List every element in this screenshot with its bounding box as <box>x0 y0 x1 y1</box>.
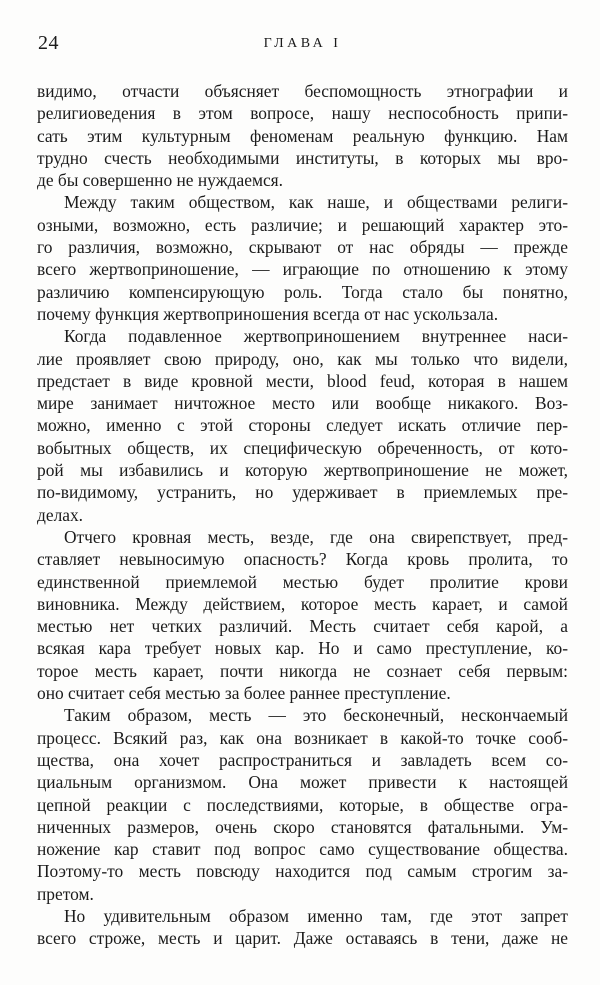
text-line: всего строже, месть и царит. Даже оставаясь в тени, даже не <box>37 928 568 949</box>
text-line: щества, она хочет распространиться и завладеть всем со- <box>37 749 568 770</box>
text-line: видимо, отчасти объясняет беспомощность этнографии и <box>37 81 568 101</box>
text-line: ниченных размеров, очень скоро становятся фатальными. Ум- <box>37 816 568 837</box>
paragraph <box>37 80 568 191</box>
text-line: Но удивительным образом именно там, где этот запрет <box>64 905 568 926</box>
text-line: всего жертвоприношение, — играющие по отношению к этому <box>37 259 568 280</box>
text-line: Отчего кровная месть, везде, где она свирепствует, пред- <box>64 526 568 547</box>
text-line: Когда подавленное жертвоприношением внутреннее наси- <box>64 326 568 347</box>
text-block <box>37 80 568 950</box>
text-line: ставляет невыносимую опасность? Когда кровь пролита, то <box>37 549 568 570</box>
text-line: виновника. Между действием, которое месть карает, и самой <box>37 593 568 614</box>
text-line: де бы совершенно не нуждаемся. <box>37 170 284 191</box>
paragraph <box>37 526 568 704</box>
text-line: по-видимому, устранить, но удерживает в приемлемых пре- <box>37 482 568 503</box>
text-line: озными, возможно, есть различие; и решающий характер это- <box>37 214 568 235</box>
text-line: ножение кар ставит под вопрос само существование общества. <box>37 839 568 860</box>
text-line: рой мы избавились и которую жертвоприношение не может, <box>37 460 568 481</box>
text-line: делах. <box>37 504 84 525</box>
text-line: почему функция жертвоприношения всегда от нас ускользала. <box>37 303 499 324</box>
text-line: вобытных обществ, их специфическую обреченность, от кото- <box>37 437 568 458</box>
text-line: местью нет четких различий. Месть считает себя карой, а <box>37 616 568 637</box>
paragraph <box>37 905 568 950</box>
text-line: цепной реакции с последствиями, которые, в обществе огра- <box>37 794 568 815</box>
text-line: трудно счесть необходимыми институты, в которых мы вро- <box>37 147 568 168</box>
paragraph <box>37 704 568 905</box>
text-line: претом. <box>37 883 94 904</box>
text-line: торое месть карает, почти никогда не сознает себя первым: <box>37 660 568 681</box>
text-line: всякая кара требует новых кар. Но и само преступление, ко- <box>37 638 568 659</box>
paragraph <box>37 191 568 325</box>
text-line: Поэтому-то месть повсюду находится под самым строгим за- <box>37 861 568 882</box>
text-line: предстает в виде кровной мести, blood feud, которая в нашем <box>37 370 568 391</box>
text-line: процесс. Всякий раз, как она возникает в какой-то точке сооб- <box>37 727 568 748</box>
text-line: Между таким обществом, как наше, и обществами религи- <box>64 192 568 213</box>
text-line: лие проявляет свою природу, оно, как мы только что видели, <box>37 348 568 369</box>
text-line: мире занимает ничтожное место или вообще никакого. Воз- <box>37 393 568 414</box>
chapter-title: ГЛАВА I <box>263 36 342 51</box>
text-line: циальным организмом. Она может привести к настоящей <box>37 772 568 793</box>
text-line: го различия, возможно, скрывают от нас обряды — прежде <box>37 237 568 258</box>
paragraph <box>37 325 568 526</box>
text-line: Таким образом, месть — это бесконечный, нескончаемый <box>64 705 568 726</box>
text-line: сать этим культурным феноменам реальную функцию. Нам <box>37 125 568 146</box>
text-line: оно считает себя местью за более раннее преступление. <box>37 683 451 704</box>
text-line: можно, именно с этой стороны следует искать отличие пер- <box>37 415 568 436</box>
page-number: 24 <box>38 32 59 54</box>
running-head <box>37 32 568 56</box>
text-line: религиоведения в этом вопросе, нашу неспособность припи- <box>37 103 568 124</box>
text-line: единственной приемлемой местью будет пролитие крови <box>37 571 568 592</box>
text-line: различию компенсирующую роль. Тогда стало бы понятно, <box>37 281 568 302</box>
